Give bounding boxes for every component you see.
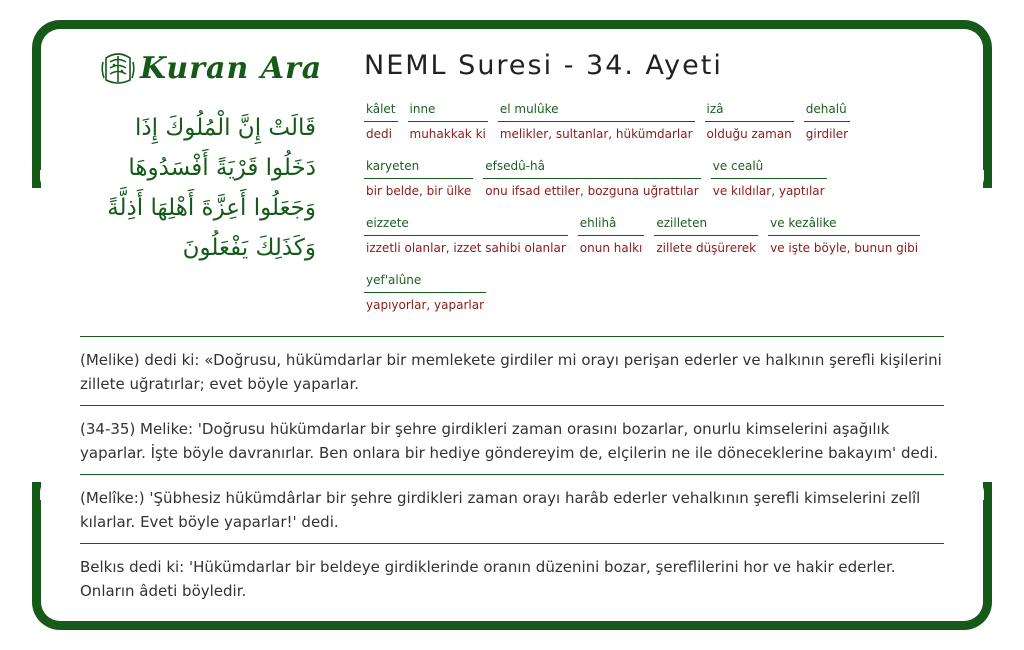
word-item[interactable] — [498, 102, 695, 159]
word-item[interactable] — [364, 159, 473, 216]
word-transliteration: ve cealû — [711, 159, 827, 179]
page-title: NEML Suresi - 34. Ayeti — [364, 50, 723, 81]
quran-emblem-icon — [98, 48, 138, 88]
word-transliteration: ve kezâlike — [768, 216, 920, 236]
word-transliteration: ezilleten — [654, 216, 758, 236]
word-item[interactable] — [364, 216, 568, 273]
arabic-line: وَجَعَلُوا أَعِزَّةَ أَهْلِهَا أَذِلَّةً — [107, 195, 316, 221]
word-transliteration: yef'alûne — [364, 273, 486, 293]
word-transliteration: izâ — [705, 102, 794, 122]
word-meaning: izzetli olanlar, izzet sahibi olanlar — [366, 241, 566, 255]
word-meaning: ve kıldılar, yaptılar — [712, 184, 825, 198]
word-item[interactable] — [705, 102, 794, 159]
word-item[interactable] — [768, 216, 920, 273]
word-item[interactable] — [711, 159, 827, 216]
logo-text: Kuran Ara — [140, 50, 323, 86]
arabic-line: دَخَلُوا قَرْيَةً أَفْسَدُوهَا — [128, 155, 316, 181]
word-item[interactable] — [483, 159, 701, 216]
translation-item: (Melike) dedi ki: «Doğrusu, hükümdarlar bir memlekete girdiler mi orayı perişan ederler ve halkının şerefli kişilerini zillete uğratırlar; evet böyle yaparlar. — [80, 336, 944, 405]
word-meaning: girdiler — [805, 127, 849, 141]
word-item[interactable] — [654, 216, 758, 273]
word-meaning: melikler, sultanlar, hükümdarlar — [499, 127, 693, 141]
word-by-word-grid — [364, 102, 944, 330]
arabic-verse — [70, 108, 316, 268]
word-meaning: dedi — [366, 127, 392, 141]
word-transliteration: dehalû — [804, 102, 850, 122]
arabic-line: قَالَتْ إِنَّ الْمُلُوكَ إِذَا — [135, 115, 316, 141]
word-row — [364, 159, 944, 216]
word-meaning: bir belde, bir ülke — [366, 184, 472, 198]
translations-list — [80, 336, 944, 612]
word-transliteration: eizzete — [364, 216, 568, 236]
word-transliteration: karyeten — [364, 159, 473, 179]
word-item[interactable] — [804, 102, 850, 159]
translation-item: Belkıs dedi ki: 'Hükümdarlar bir beldeye girdiklerinde oranın düzenini bozar, şereflilerini hor ve hakir ederler. Onların âdeti böyledir. — [80, 543, 944, 612]
word-transliteration: ehlihâ — [578, 216, 645, 236]
word-meaning: olduğu zaman — [706, 127, 792, 141]
word-transliteration: el mulûke — [498, 102, 695, 122]
word-meaning: zillete düşürerek — [656, 241, 757, 255]
word-row — [364, 273, 944, 330]
word-meaning: onun halkı — [579, 241, 643, 255]
word-item[interactable] — [364, 102, 398, 159]
translation-item: (Melîke:) 'Şübhesiz hükümdârlar bir şehre girdikleri zaman orayı harâb ederler vehalkının şerefli kimselerini zelîl kılarlar. Evet böyle yaparlar!' dedi. — [80, 474, 944, 543]
word-meaning: onu ifsad ettiler, bozguna uğrattılar — [485, 184, 699, 198]
word-row — [364, 216, 944, 273]
translation-item: (34-35) Melike: 'Doğrusu hükümdarlar bir şehre girdikleri zaman orasını bozarlar, onurlu kimselerini aşağılık yaparlar. İşte böyle davranırlar. Ben onlara bir hediye göndereyim de, elçilerin ne ile döneceklerine bakayım' dedi. — [80, 405, 944, 474]
word-item[interactable] — [578, 216, 645, 273]
word-item[interactable] — [408, 102, 488, 159]
site-logo[interactable] — [98, 46, 323, 90]
word-transliteration: inne — [408, 102, 488, 122]
word-meaning: muhakkak ki — [409, 127, 486, 141]
word-transliteration: kâlet — [364, 102, 398, 122]
word-meaning: yapıyorlar, yaparlar — [366, 298, 485, 312]
word-item[interactable] — [364, 273, 486, 330]
word-meaning: ve işte böyle, bunun gibi — [770, 241, 919, 255]
word-row — [364, 102, 944, 159]
arabic-line: وَكَذَلِكَ يَفْعَلُونَ — [182, 235, 316, 261]
word-transliteration: efsedû-hâ — [483, 159, 701, 179]
